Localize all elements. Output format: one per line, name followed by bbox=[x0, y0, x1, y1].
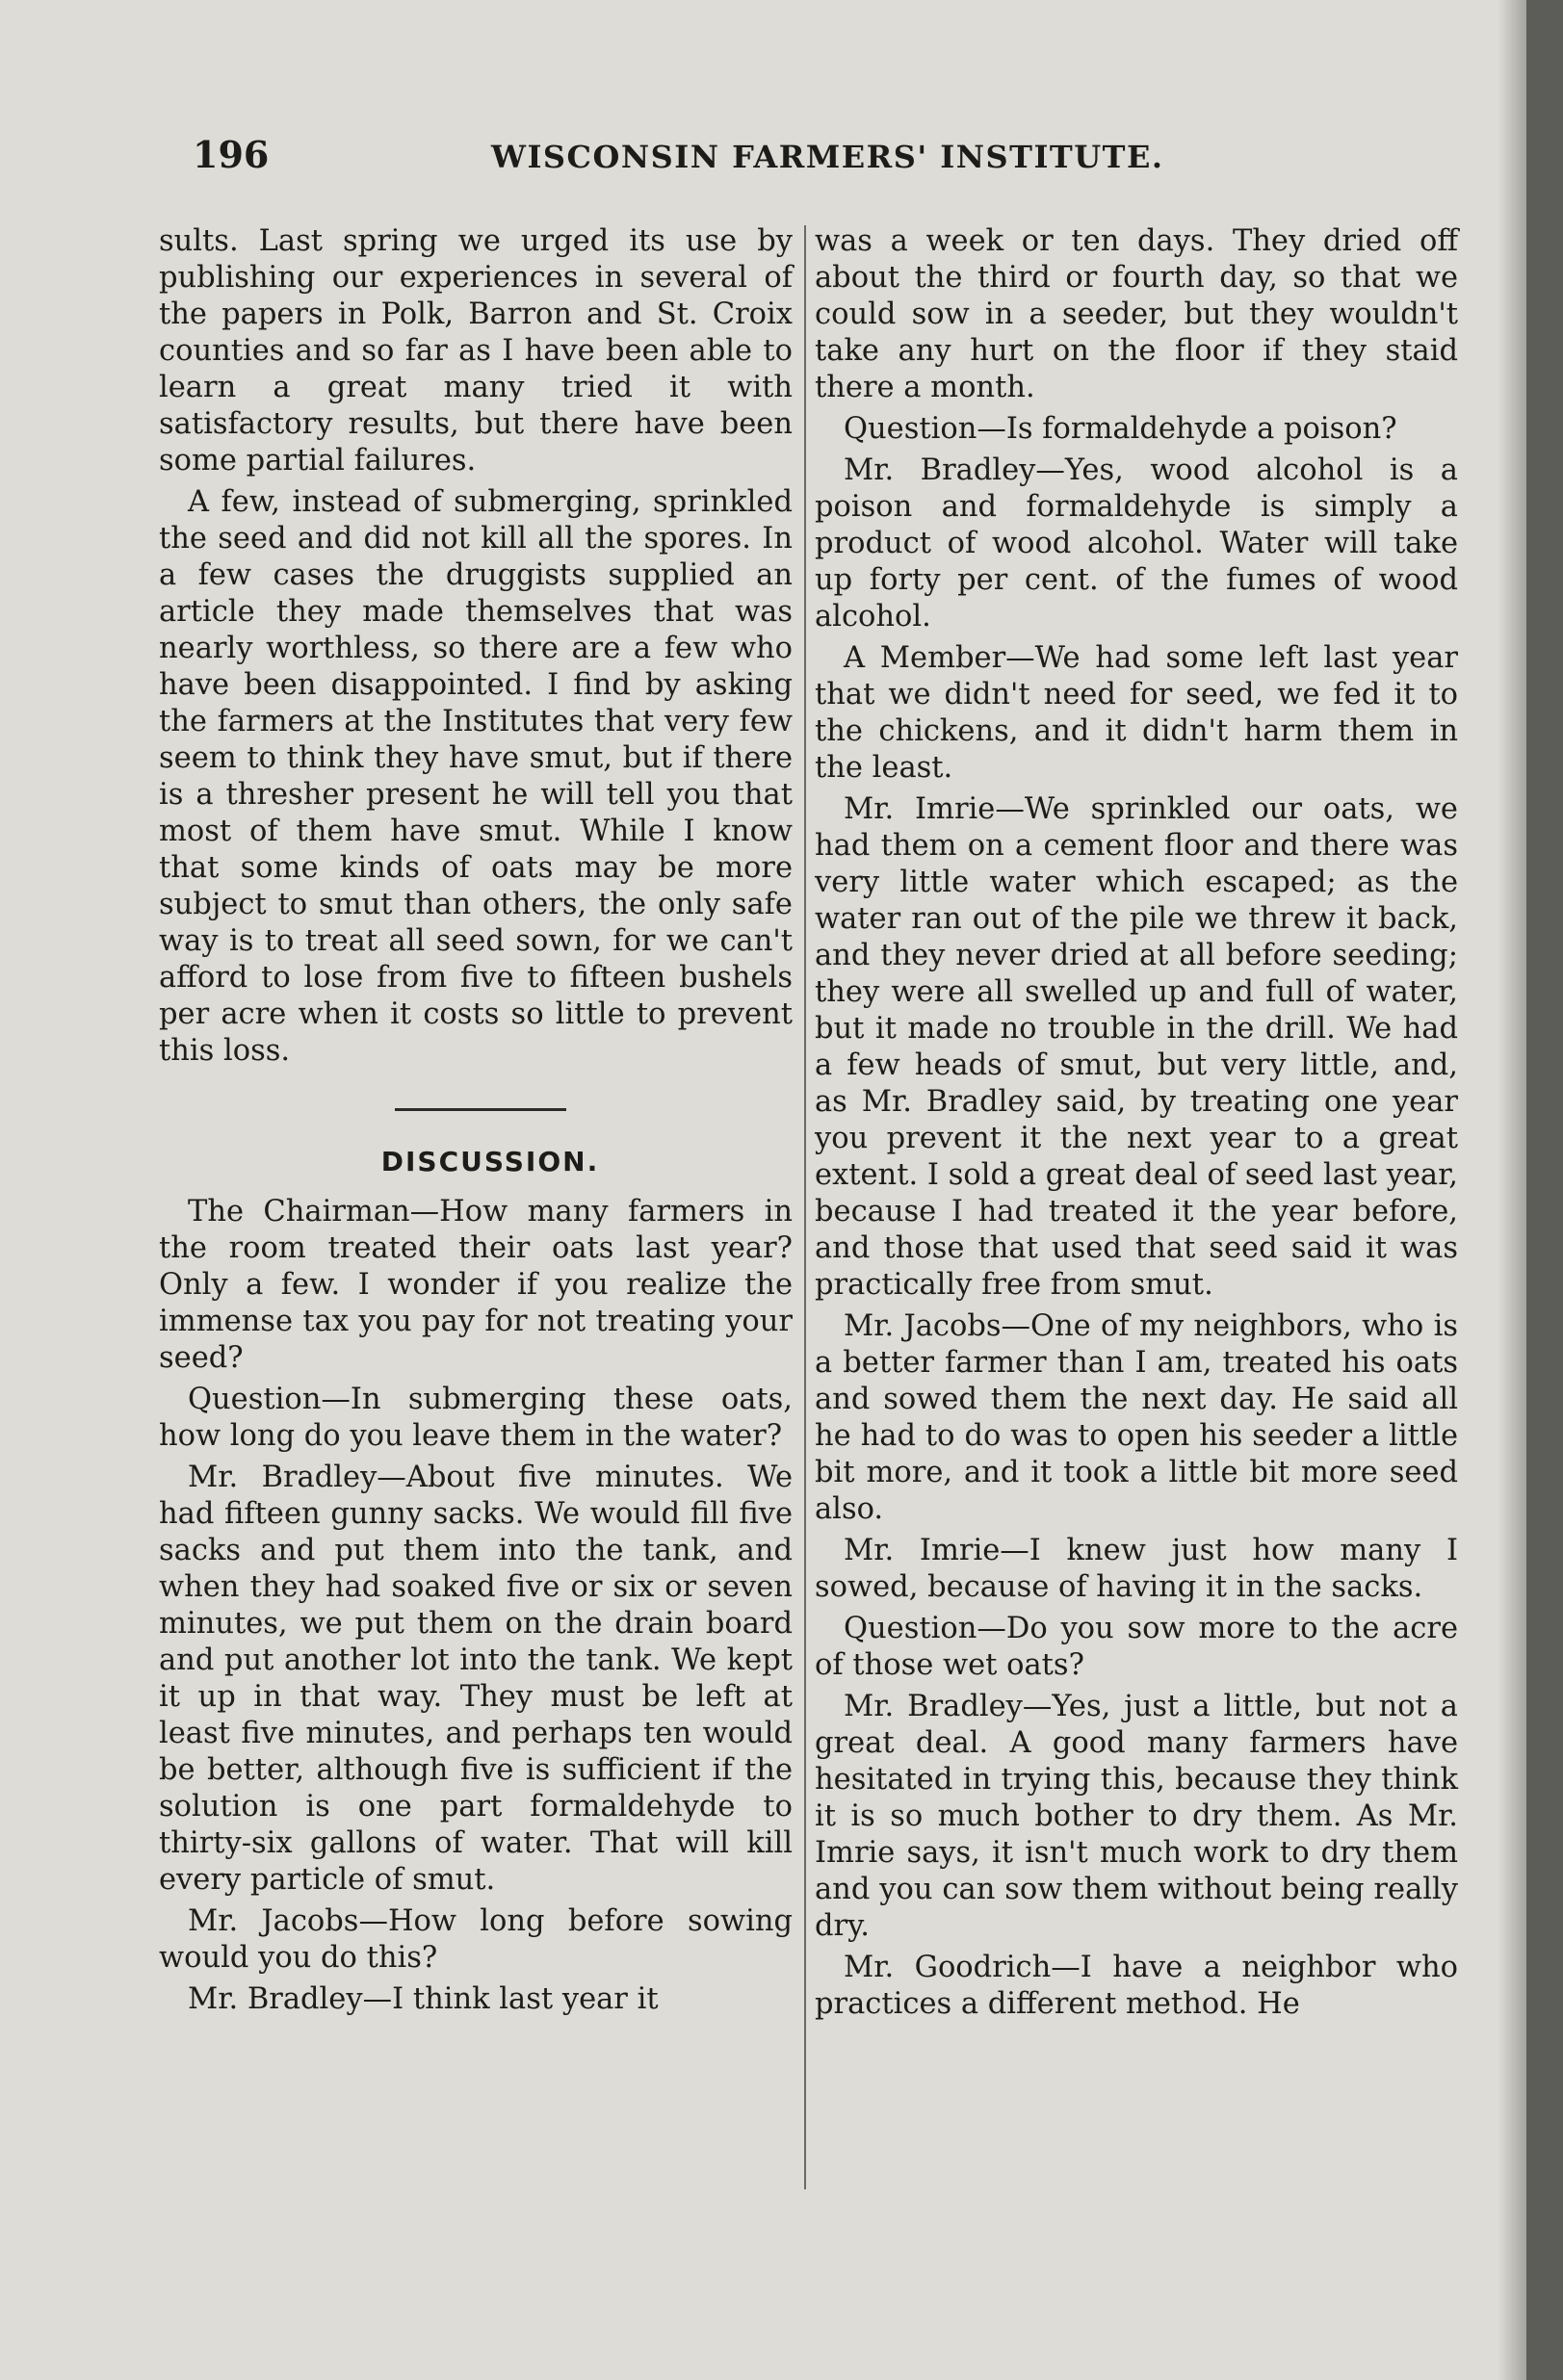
paragraph: Question—In submerging these oats, how long do you leave them in the water? bbox=[159, 1383, 793, 1453]
paragraph: was a week or ten days. They dried off about the third or fourth day, so that we could sow in a seeder, but they wouldn't take any hurt on the floor if they staid there a month. bbox=[815, 224, 1458, 404]
paragraph: Mr. Goodrich—I have a neighbor who practices a different method. He bbox=[815, 1951, 1458, 2021]
paragraph: Mr. Jacobs—How long before sowing would you do this? bbox=[159, 1904, 793, 1975]
paragraph: Question—Is formaldehyde a poison? bbox=[844, 412, 1397, 446]
paragraph: A few, instead of submerging, sprinkled the seed and did not kill all the spores. In a few cases the druggists supplied an article they made themselves that was nearly worthless, so there are a few who have been disappointed. I find by asking the farmers at the Institutes that very few seem to think they have smut, but if there is a thresher present he will tell you that most of them have smut. While I know that some kinds of oats may be more subject to smut than others, the only safe way is to treat all seed sown, for we can't afford to lose from five to fifteen bushels per acre when it costs so little to prevent this loss. bbox=[159, 485, 793, 1068]
page-edge-shadow bbox=[1498, 0, 1526, 2380]
paragraph: A Member—We had some left last year that we didn't need for seed, we fed it to the chickens, and it didn't harm them in the least. bbox=[815, 641, 1458, 785]
paragraph: Mr. Imrie—I knew just how many I sowed, because of having it in the sacks. bbox=[815, 1534, 1458, 1604]
paragraph: Mr. Bradley—Yes, wood alcohol is a poison and formaldehyde is simply a product of wood alcohol. Water will take up forty per cent. of the fumes of wood alcohol. bbox=[815, 453, 1458, 634]
left-column bbox=[159, 223, 793, 2023]
paragraph: Mr. Jacobs—One of my neighbors, who is a better farmer than I am, treated his oats and sowed them the next day. He said all he had to do was to open his seeder a little bit more, and it took a little bit more seed also. bbox=[815, 1309, 1458, 1526]
paragraph: Mr. Bradley—Yes, just a little, but not a great deal. A good many farmers have hesitated in trying this, because they think it is so much bother to dry them. As Mr. Imrie says, it isn't much work to dry them and you can sow them without being really dry. bbox=[815, 1690, 1458, 1943]
page-number: 196 bbox=[193, 133, 270, 176]
paragraph: Mr. Imrie—We sprinkled our oats, we had them on a cement floor and there was very little water which escaped; as the water ran out of the pile we threw it back, and they never dried at all before seeding; they were all swelled up and full of water, but it made no trouble in the drill. We had a few heads of smut, but very little, and, as Mr. Bradley said, by treating one year you prevent it the next year to a great extent. I sold a great deal of seed last year, because I had treated it the year before, and those that used that seed said it was practically free from smut. bbox=[815, 792, 1458, 1302]
paragraph: Mr. Bradley—I think last year it bbox=[188, 1982, 659, 2016]
paragraph: Question—Do you sow more to the acre of those wet oats? bbox=[815, 1612, 1458, 1682]
page-header bbox=[193, 133, 1464, 191]
section-heading: DISCUSSION. bbox=[380, 1146, 600, 1177]
paragraph: The Chairman—How many farmers in the room treated their oats last year? Only a few. I wonder if you realize the immense tax you pay for not treating your seed? bbox=[159, 1195, 793, 1375]
column-divider bbox=[804, 225, 806, 2189]
paragraph: sults. Last spring we urged its use by publishing our experiences in several of the papers in Polk, Barron and St. Croix counties and so far as I have been able to learn a great many tried it with satisfactory results, but there have been some partial failures. bbox=[159, 224, 793, 478]
section-rule bbox=[395, 1108, 566, 1111]
paragraph: Mr. Bradley—About five minutes. We had fifteen gunny sacks. We would fill five sacks and put them into the tank, and when they had soaked five or six or seven minutes, we put them on the drain board and put another lot into the tank. We kept it up in that way. They must be left at least five minutes, and perhaps ten would be better, although five is sufficient if the solution is one part formaldehyde to thirty-six gallons of water. That will kill every particle of smut. bbox=[159, 1461, 793, 1897]
right-column bbox=[815, 223, 1458, 2028]
running-head: WISCONSIN FARMERS' INSTITUTE. bbox=[491, 139, 1164, 175]
